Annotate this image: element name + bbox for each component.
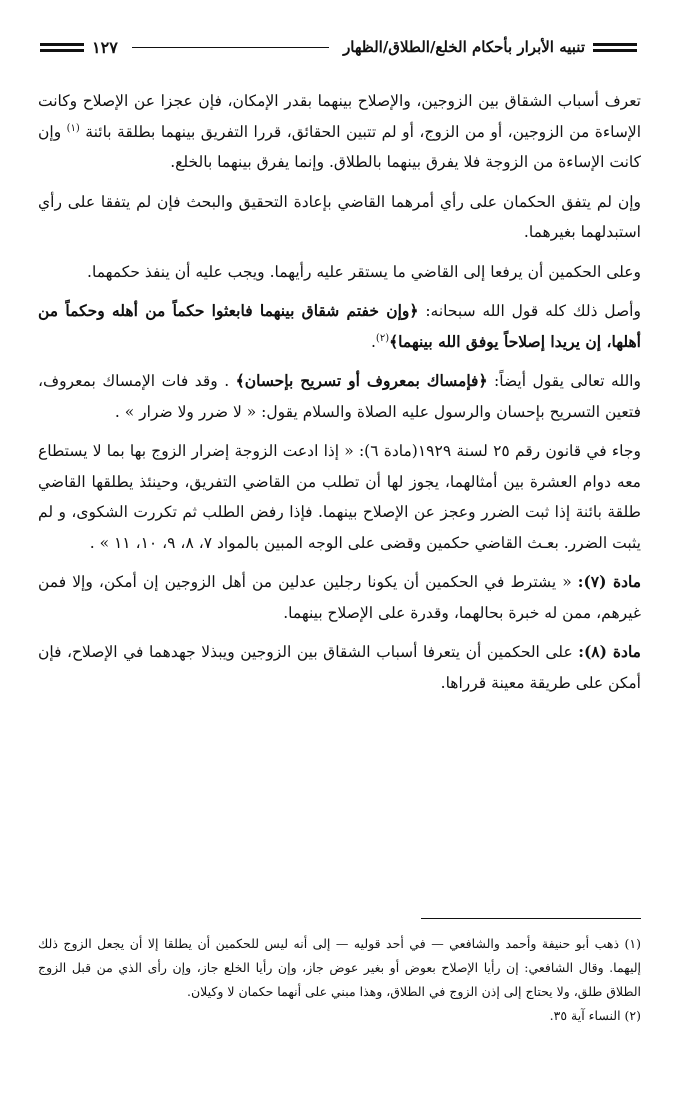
header-ornament-right <box>593 43 637 52</box>
paragraph-1 <box>38 86 641 178</box>
article-7-text: « يشترط في الحكمين أن يكونا رجلين عدلين من أهل الزوجين إن أمكن، وإلا فمن غيرهم، ممن له خبرة بحالهما، وقدرة على الإصلاح بينهما. <box>38 573 641 622</box>
header-rule <box>132 47 329 48</box>
book-title: تنبيه الأبرار بأحكام الخلع/الطلاق/الظهار <box>343 38 585 56</box>
article-8-text: على الحكمين أن يتعرفا أسباب الشقاق بين الزوجين ويبذلا جهدهما في الإصلاح، فإن أمكن على طريقة معينة قرراها. <box>38 643 641 692</box>
body-text <box>38 86 641 707</box>
article-7 <box>38 567 641 628</box>
paragraph-4-intro: وأصل ذلك كله قول الله سبحانه: <box>425 302 641 320</box>
paragraph-5-intro: والله تعالى يقول أيضاً: <box>494 372 641 390</box>
header-ornament-left <box>40 43 84 52</box>
quran-verse-1: ﴿وإن خفتم شقاق بينهما فابعثوا حكماً من أهله وحكماً من أهلها، إن يريدا إصلاحاً يوفق الله بينهما﴾ <box>38 301 641 351</box>
quran-verse-2: ﴿فإمساك بمعروف أو تسريح بإحسان﴾ <box>235 371 488 390</box>
footnote-ref-1[interactable]: (١) <box>66 122 80 134</box>
paragraph-3: وعلى الحكمين أن يرفعا إلى القاضي ما يستقر عليه رأيهما. ويجب عليه أن ينفذ حكمهما. <box>87 262 641 281</box>
article-8 <box>38 637 641 698</box>
paragraph-4-end: . <box>370 332 376 351</box>
footnote-2: (٢) النساء آية ٣٥. <box>549 1008 641 1023</box>
footnote-1: (١) ذهب أبو حنيفة وأحمد والشافعي — في أحد قوليه — إلى أنه ليس للحكمين أن يطلقا إلا أن يجعل الزوج ذلك إليهما. وقال الشافعي: إن رأيا الإصلاح بعوض أو بغير عوض جاز، وإن رأيا الخلع جاز، وإن رأى الذي من قبل الزوج الطلاق طلق، ولا يحتاج إلى إذن الزوج في الطلاق، وهذا مبني على أنهما حكمان لا وكيلان. <box>38 936 641 999</box>
paragraph-5 <box>38 366 641 427</box>
paragraph-6: وجاء في قانون رقم ٢٥ لسنة ١٩٢٩(مادة ٦): « إذا ادعت الزوجة إضرار الزوج بها بما لا يستطاع معه دوام العشرة بين أمثالهما، يجوز لها أن تطلب من القاضي التفريق، وحينئذ يطلقها القاضي طلقة بائنة إذا ثبت الضرر وعجز عن الإصلاح بينهما. فإذا رفض الطلب ثم تكررت الشكوى، و لم يثبت الضرر. بعـث القاضي حكمين وقضى على الوجه المبين بالمواد ٧، ٨، ٩، ١٠، ١١ » . <box>38 442 641 552</box>
paragraph-2: وإن لم يتفق الحكمان على رأي أمرهما القاضي بإعادة التحقيق والبحث فإن لم يتفقا على رأي استبدلهما بغيرهما. <box>38 192 641 241</box>
article-8-label: مادة (٨): <box>578 642 641 661</box>
footnotes <box>38 932 641 1028</box>
paragraph-1-text-a: تعرف أسباب الشقاق بين الزوجين، والإصلاح بينهما بقدر الإمكان، فإن عجزا عن الإصلاح وكانت الإساءة من الزوجين، أو من الزوج، أو لم تتبين الحقائق، قررا التفريق بينهما بطلقة بائنة <box>38 92 641 141</box>
running-header <box>40 34 637 60</box>
footnote-ref-2[interactable]: (٢) <box>375 332 390 344</box>
article-7-label: مادة (٧): <box>577 572 642 591</box>
footnote-separator <box>421 918 641 919</box>
paragraph-1-text-b: وإن كانت الإساءة من الزوجة فلا يفرق بينهما بالطلاق. وإنما يفرق بينهما بالخلع. <box>38 122 641 171</box>
paragraph-4 <box>38 296 641 357</box>
paragraph-5-text: . وقد فات الإمساك بمعروف، فتعين التسريح بإحسان والرسول عليه الصلاة والسلام يقول: « لا ضرر ولا ضرار » . <box>38 372 641 421</box>
page-number: ١٢٧ <box>92 37 118 57</box>
